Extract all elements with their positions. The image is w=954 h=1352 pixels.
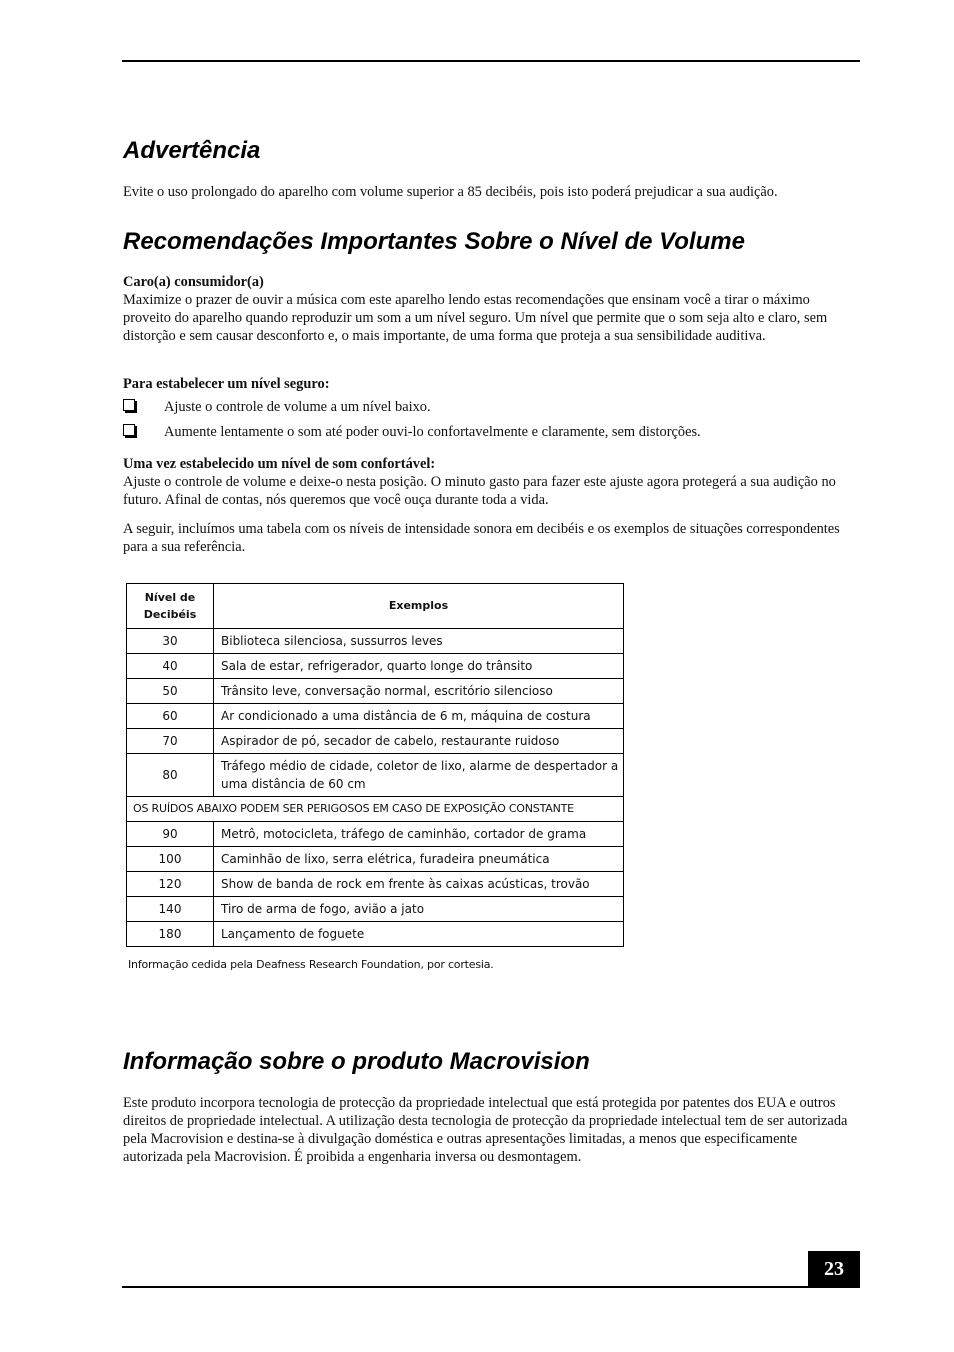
macrovision-title: Informação sobre o produto Macrovision bbox=[123, 1048, 590, 1075]
header-examples: Exemplos bbox=[214, 584, 624, 629]
level-cell: 80 bbox=[127, 754, 214, 797]
level-cell: 40 bbox=[127, 654, 214, 679]
page-number: 23 bbox=[808, 1251, 860, 1287]
example-cell: Tráfego médio de cidade, coletor de lixo, alarme de despertador a uma distância de 60 cm bbox=[214, 754, 624, 797]
top-rule bbox=[122, 60, 860, 62]
level-cell: 180 bbox=[127, 922, 214, 947]
decibel-table bbox=[126, 583, 624, 947]
bottom-rule bbox=[122, 1286, 860, 1288]
warning-row-text: OS RUÍDOS ABAIXO PODEM SER PERIGOSOS EM CASO DE EXPOSIÇÃO CONSTANTE bbox=[127, 797, 624, 822]
list-item-text: Aumente lentamente o som até poder ouvi-lo confortavelmente e claramente, sem distorções. bbox=[164, 424, 701, 440]
volume-intro: Maximize o prazer de ouvir a música com este aparelho lendo estas recomendações que ensinam você a tirar o máximo proveito do aparelho quando reproduzir um som a um nível seguro. Um nível que permite que o som seja alto e claro, sem distorção e sem causar desconforto e, o mais importante, de uma forma que proteja a sua sensibilidade auditiva. bbox=[123, 292, 828, 344]
comfort-heading: Uma vez estabelecido um nível de som confortável: bbox=[123, 456, 436, 472]
example-cell: Biblioteca silenciosa, sussurros leves bbox=[214, 629, 624, 654]
example-cell: Metrô, motocicleta, tráfego de caminhão, cortador de grama bbox=[214, 822, 624, 847]
table-row bbox=[127, 872, 624, 897]
example-cell: Ar condicionado a uma distância de 6 m, máquina de costura bbox=[214, 704, 624, 729]
example-cell: Sala de estar, refrigerador, quarto longe do trânsito bbox=[214, 654, 624, 679]
example-cell: Lançamento de foguete bbox=[214, 922, 624, 947]
level-cell: 50 bbox=[127, 679, 214, 704]
example-cell: Caminhão de lixo, serra elétrica, furadeira pneumática bbox=[214, 847, 624, 872]
list-item-text: Ajuste o controle de volume a um nível baixo. bbox=[164, 399, 431, 415]
table-credit: Informação cedida pela Deafness Research Foundation, por cortesia. bbox=[128, 958, 494, 971]
level-cell: 100 bbox=[127, 847, 214, 872]
level-cell: 70 bbox=[127, 729, 214, 754]
level-cell: 140 bbox=[127, 897, 214, 922]
table-row bbox=[127, 847, 624, 872]
table-row bbox=[127, 654, 624, 679]
example-cell: Trânsito leve, conversação normal, escritório silencioso bbox=[214, 679, 624, 704]
table-row bbox=[127, 922, 624, 947]
warning-row bbox=[127, 797, 624, 822]
level-cell: 30 bbox=[127, 629, 214, 654]
level-cell: 90 bbox=[127, 822, 214, 847]
table-row bbox=[127, 822, 624, 847]
table-row bbox=[127, 679, 624, 704]
table-intro: A seguir, incluímos uma tabela com os níveis de intensidade sonora em decibéis e os exemplos de situações correspondentes para a sua referência. bbox=[123, 521, 840, 555]
table-row bbox=[127, 729, 624, 754]
checkbox-bullet-icon bbox=[123, 424, 135, 436]
volume-title: Recomendações Importantes Sobre o Nível de Volume bbox=[123, 228, 745, 255]
comfort-text: Ajuste o controle de volume e deixe-o nesta posição. O minuto gasto para fazer este ajuste agora protegerá a sua audição no futuro. Afinal de contas, nós queremos que você ouça durante toda a vida. bbox=[123, 474, 836, 508]
greeting: Caro(a) consumidor(a) bbox=[123, 274, 264, 290]
table-row bbox=[127, 704, 624, 729]
warning-text: Evite o uso prolongado do aparelho com volume superior a 85 decibéis, pois isto poderá prejudicar a sua audição. bbox=[123, 184, 778, 200]
table-row bbox=[127, 629, 624, 654]
level-cell: 120 bbox=[127, 872, 214, 897]
header-level: Nível de Decibéis bbox=[127, 584, 214, 629]
safe-heading: Para estabelecer um nível seguro: bbox=[123, 376, 330, 392]
example-cell: Aspirador de pó, secador de cabelo, restaurante ruidoso bbox=[214, 729, 624, 754]
example-cell: Tiro de arma de fogo, avião a jato bbox=[214, 897, 624, 922]
example-cell: Show de banda de rock em frente às caixas acústicas, trovão bbox=[214, 872, 624, 897]
macrovision-text: Este produto incorpora tecnologia de protecção da propriedade intelectual que está protegida por patentes dos EUA e outros direitos de propriedade intelectual. A utilização desta tecnologia de protecção da propriedade intelectual tem de ser autorizada pela Macrovision e destina-se à divulgação doméstica e outras apresentações limitadas, a menos que especificamente autorizada pela Macrovision. É proibida a engenharia inversa ou desmontagem. bbox=[123, 1095, 848, 1165]
checkbox-bullet-icon bbox=[123, 399, 135, 411]
table-header-row bbox=[127, 584, 624, 629]
warning-title: Advertência bbox=[123, 137, 261, 164]
table-row bbox=[127, 754, 624, 797]
table-row bbox=[127, 897, 624, 922]
level-cell: 60 bbox=[127, 704, 214, 729]
